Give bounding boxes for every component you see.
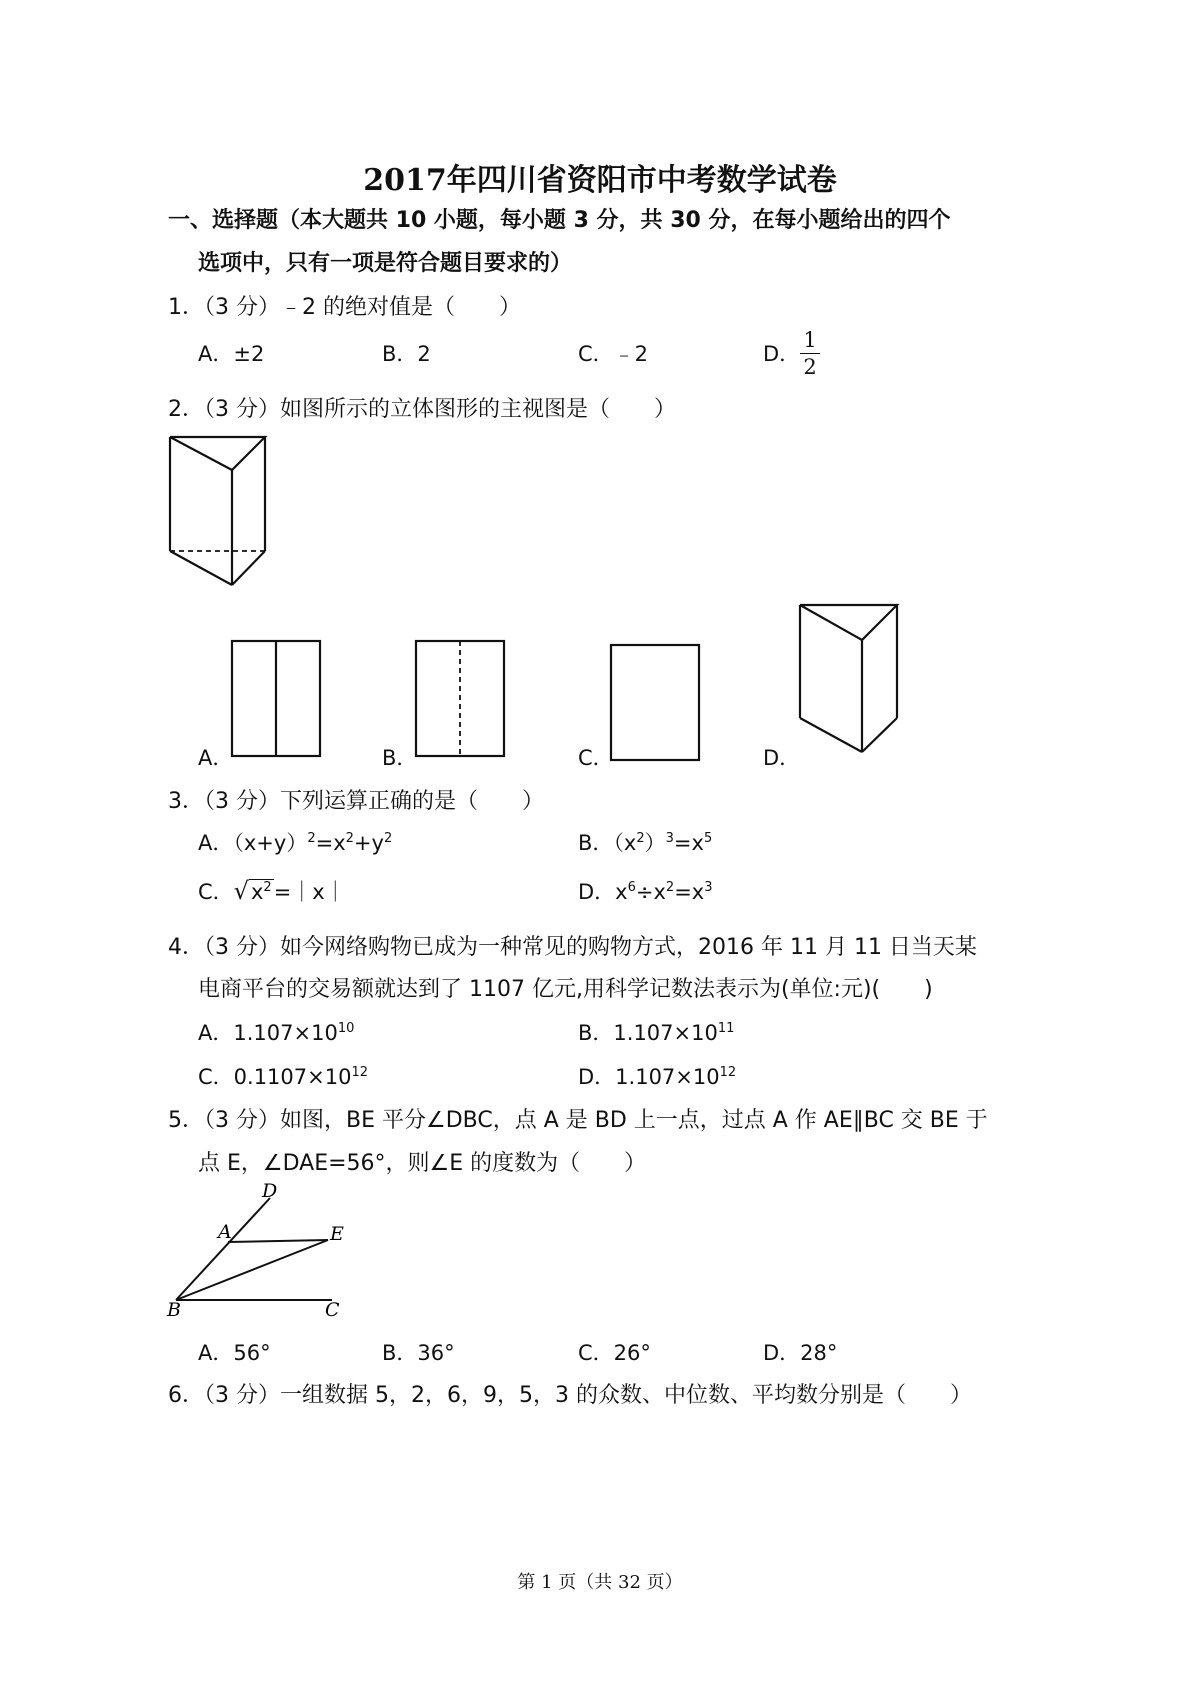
q3-option-c: C．$√x^2=|x|$ (198, 877, 346, 905)
sqrt-icon: √ (233, 877, 249, 905)
q4-stem-line1: 4．（3 分）如今网络购物已成为一种常见的购物方式，2016 年 11 月 11 日当天某 (168, 935, 977, 960)
option-b-view (416, 641, 504, 756)
q5-option-a: A．56° (198, 1341, 271, 1365)
q2-option-a: A． (198, 746, 234, 770)
q4-option-d: D．$1.107\times 10^{12}$ (578, 1065, 737, 1089)
q1-option-b: B．2 (382, 342, 431, 366)
fraction-numerator: 1 (803, 328, 817, 352)
q1-option-c: C．﹣2 (578, 342, 649, 366)
q5-point-d-label: D (262, 1180, 278, 1202)
q5-geometry-figure (176, 1198, 332, 1300)
q3-stem: 3．（3 分）下列运算正确的是（ ） (168, 789, 544, 814)
q1-stem: 1．（3 分）﹣2 的绝对值是（ ） (168, 295, 521, 320)
q5-point-e-label: E (330, 1223, 344, 1245)
q5-option-d: D．28° (763, 1341, 838, 1365)
q3-option-b: B．$(x^2)^3=x^5$ (578, 831, 713, 855)
q5-option-b: B．36° (382, 1341, 455, 1365)
q5-stem-line2: 点 E，∠DAE=56°，则∠E 的度数为（ ） (198, 1151, 647, 1176)
q3-option-a: A．$(x+y)^2=x^2+y^2$ (198, 831, 393, 855)
q5-stem-line1: 5．（3 分）如图，BE 平分∠DBC，点 A 是 BD 上一点，过点 A 作 AE∥BC 交 BE 于 (168, 1108, 988, 1133)
section-heading-line2: 选项中，只有一项是符合题目要求的） (198, 251, 573, 276)
page-title: 2017年四川省资阳市中考数学试卷 (363, 163, 837, 198)
q5-point-a-label: A (218, 1221, 232, 1243)
prism-figure (170, 437, 265, 585)
q3-option-d: D．$x^6\div x^2=x^3$ (578, 880, 713, 904)
option-d-view (800, 605, 897, 752)
q2-stem: 2．（3 分）如图所示的立体图形的主视图是（ ） (168, 397, 676, 422)
q2-option-b: B． (382, 746, 418, 770)
q2-option-d: D． (763, 746, 801, 770)
segment-ae (228, 1240, 328, 1242)
q4-option-c: C．$0.1107\times 10^{12}$ (198, 1065, 369, 1089)
section-heading-line1: 一、选择题（本大题共 10 小题，每小题 3 分，共 30 分，在每小题给出的四个 (168, 208, 951, 233)
q2-option-c: C． (578, 746, 614, 770)
fraction-denominator: 2 (803, 355, 817, 379)
q4-stem-line2: 电商平台的交易额就达到了 1107 亿元,用科学记数法表示为(单位:元)( ) (198, 977, 933, 1002)
q4-option-a: A．$1.107\times 10^{10}$ (198, 1021, 355, 1045)
q1-option-d-prefix: D． (763, 342, 801, 366)
q5-option-c: C．26° (578, 1341, 651, 1365)
segment-bd (176, 1198, 270, 1300)
q5-point-b-label: B (167, 1299, 181, 1321)
q1-option-a: A．±2 (198, 342, 265, 366)
page-footer: 第 1 页（共 32 页） (517, 1572, 683, 1593)
segment-be (176, 1240, 328, 1300)
option-a-view (232, 641, 320, 756)
option-c-view (611, 645, 699, 760)
q4-option-b: B．$1.107\times 10^{11}$ (578, 1021, 735, 1045)
q6-stem: 6．（3 分）一组数据 5，2，6，9，5，3 的众数、中位数、平均数分别是（ ） (168, 1383, 972, 1408)
q5-point-c-label: C (325, 1299, 340, 1321)
